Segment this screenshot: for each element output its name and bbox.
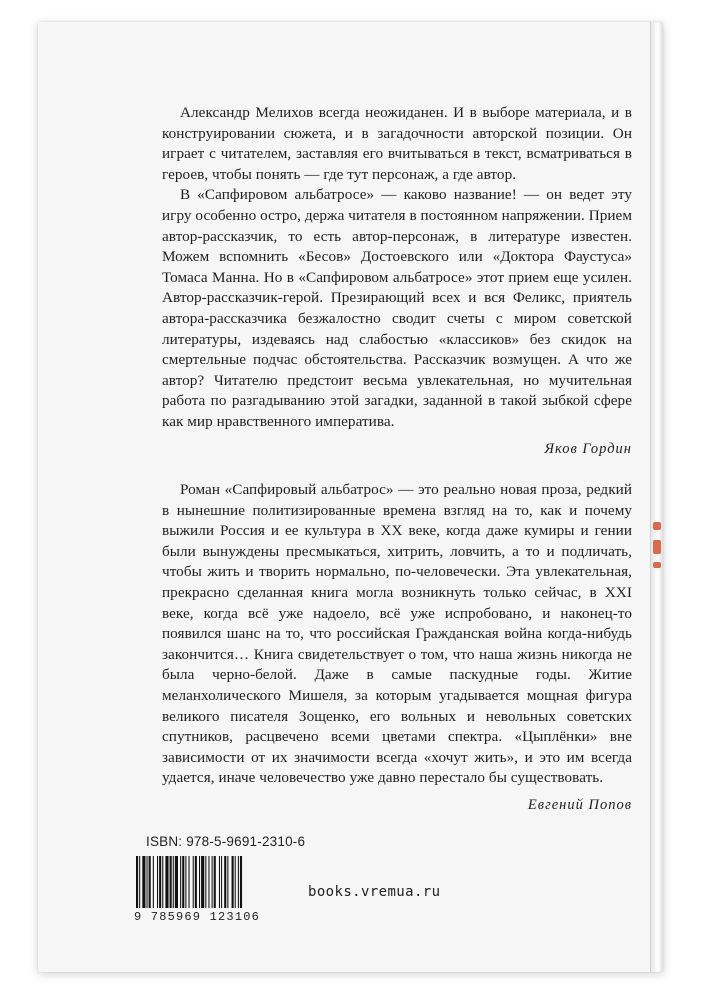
barcode-bar	[208, 856, 209, 908]
review-author: Яков Гордин	[544, 440, 632, 457]
barcode-icon	[134, 856, 278, 908]
barcode-bar	[195, 856, 197, 908]
review-gordin	[162, 103, 632, 459]
spine-red-mark	[653, 522, 661, 530]
review-author: Евгений Попов	[527, 796, 632, 813]
review-paragraph: Александр Мелихов всегда неожиданен. И в выборе материала, и в конструировании сюжета, и в загадочности авторской позиции. Он играет с читателем, заставляя его вчитываться в текст, всматриваться в героев, чтобы понять — где тут персонаж, а где автор.	[162, 104, 632, 183]
book-back-cover	[38, 22, 663, 972]
barcode-bar	[189, 856, 190, 908]
review-popov	[162, 480, 632, 816]
barcode-bar	[238, 856, 239, 908]
barcode-bar	[142, 856, 145, 908]
barcode-bar	[212, 856, 213, 908]
publisher-website: books.vremua.ru	[308, 884, 441, 900]
barcode-bar	[214, 856, 216, 908]
barcode-bar	[173, 856, 174, 908]
isbn-label: ISBN: 978-5-9691-2310-6	[146, 834, 306, 849]
barcode-bar	[224, 856, 226, 908]
barcode-bar	[159, 856, 161, 908]
spine-red-mark	[653, 540, 661, 554]
review-paragraph: В «Сапфировом альбатросе» — каково название! — он ведет эту игру особенно остро, держа читателя в постоянном напряжении. Прием автор-рассказчик, то есть автор-персонаж, в литературе известен. Можем вспомнить «Бесов» Достоевского или «Доктора Фаустуса» Томаса Манна. Но в «Сапфировом альбатросе» этот прием еще усилен. Автор-рассказчик-герой. Презирающий всех и вся Феликс, приятель автора-рассказчика безжалостно сводит счеты с миром советской литературы, издеваясь над слабостью «классиков» без скидок на смертельные подчас обстоятельства. Рассказчик возмущен. А что же автор? Читателю предстоит весьма увлекательная, но мучительная работа по разгадыванию этой загадки, заданной в такой зыбкой сфере как мир нравственного императива.	[162, 186, 632, 430]
barcode-bar	[227, 856, 228, 908]
spine-red-mark	[653, 562, 661, 568]
barcode-digits: 9 785969 123106	[134, 910, 261, 924]
barcode-bar	[175, 856, 178, 908]
barcode-bar	[139, 856, 140, 908]
review-paragraph: Роман «Сапфировый альбатрос» — это реально новая проза, редкий в нынешние политизированные времена взгляд на то, как и почему выжили Россия и ее культура в XX веке, когда даже кумиры и гении были вынуждены пресмыкаться, хитрить, ловчить, а то и подличать, чтобы жить и творить нормально, по-человечески. Эта увлекательная, прекрасно сделанная книга могла возникнуть только сейчас, в XXI веке, когда всё уже надоело, всё уже испробовано, и наконец-то появился шанс на то, что российская Гражданская война когда-нибудь закончится… Книга свидетельствует о том, что наша жизнь никогда не была черно-белой. Даже в самые паскудные годы. Житие меланхолического Мишеля, за которым угадывается мощная фигура великого писателя Зощенко, его вольных и невольных советских спутников, расцвечено всеми цветами спектра. «Цыплёнки» вне зависимости от их значимости всегда «хочут жить», и это им всегда удается, иначе человечество уже давно перестало бы существовать.	[162, 481, 632, 787]
barcode-bar	[149, 856, 151, 908]
barcode-bar	[201, 856, 204, 908]
barcode-bar	[180, 856, 181, 908]
barcode-bar	[232, 856, 234, 908]
barcode-bar	[205, 856, 206, 908]
book-spine	[650, 22, 663, 972]
barcode-bar	[185, 856, 186, 908]
barcode-bar	[136, 856, 138, 908]
barcode-bar	[221, 856, 222, 908]
barcode-bar	[193, 856, 194, 908]
barcode-bar	[170, 856, 172, 908]
barcode-bar	[240, 856, 242, 908]
barcode-bar	[153, 856, 154, 908]
barcode-bar	[199, 856, 200, 908]
barcode-bar	[147, 856, 148, 908]
barcode-bar	[235, 856, 236, 908]
barcode-bar	[162, 856, 163, 908]
barcode-bar	[219, 856, 220, 908]
barcode-bar	[182, 856, 184, 908]
barcode-bar	[165, 856, 168, 908]
barcode-bar	[157, 856, 158, 908]
